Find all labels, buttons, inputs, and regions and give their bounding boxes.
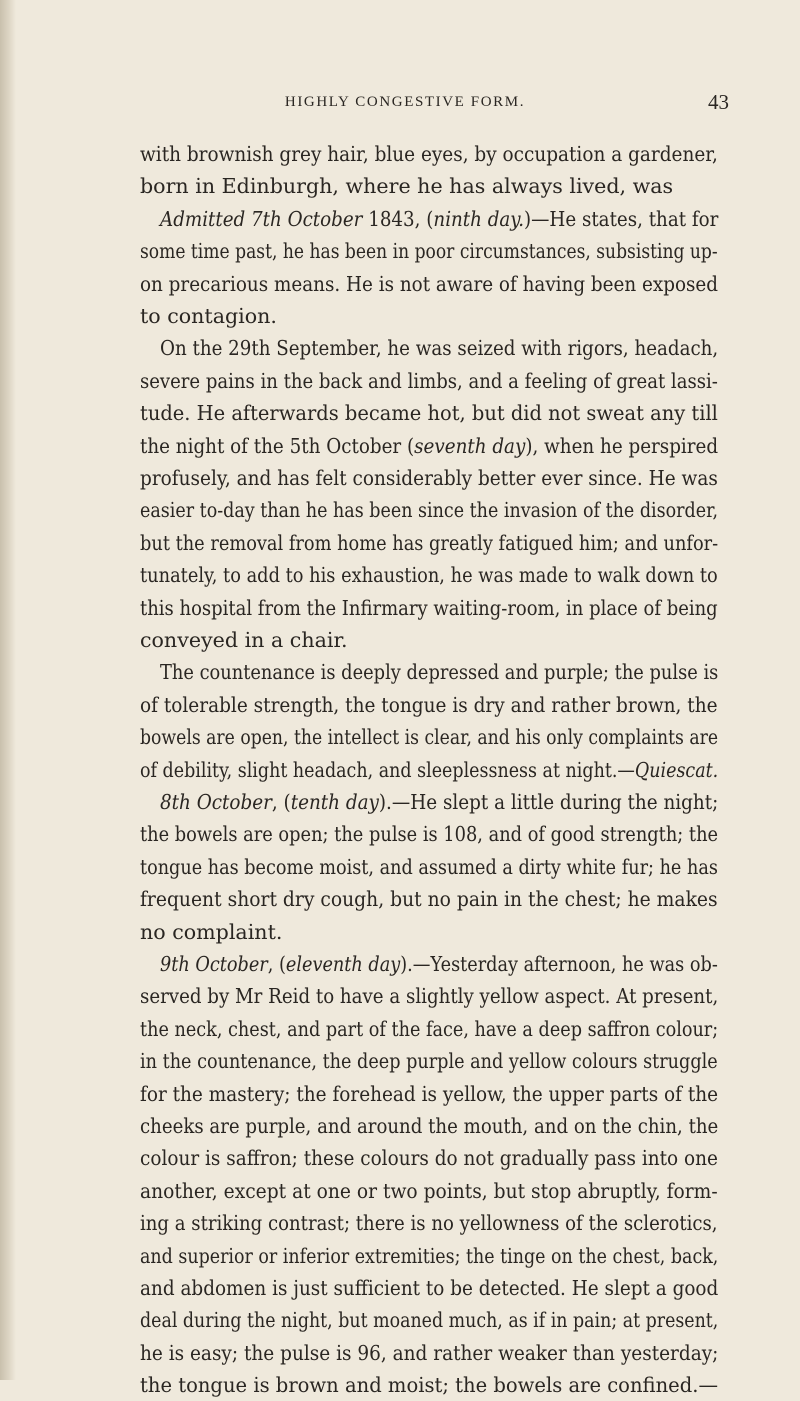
text-line bbox=[140, 559, 718, 591]
line-text: served by Mr Reid to have a slightly yellow aspect. At present, bbox=[140, 984, 719, 1009]
text-line bbox=[140, 1337, 719, 1369]
text-line bbox=[140, 689, 718, 721]
text-line bbox=[160, 656, 719, 688]
italic-text: 8th October bbox=[160, 790, 272, 814]
line-text: on precarious means. He is not aware of having been exposed bbox=[140, 271, 719, 296]
text-line bbox=[140, 138, 718, 170]
line-text: , ( bbox=[267, 952, 286, 976]
text-line bbox=[140, 851, 718, 883]
text-line bbox=[140, 818, 719, 850]
text-line bbox=[140, 721, 719, 753]
line-text: he is easy; the pulse is 96, and rather weaker than yesterday; bbox=[140, 1340, 719, 1365]
text-line bbox=[140, 397, 718, 429]
text-line bbox=[140, 980, 719, 1012]
line-text: tongue has become moist, and assumed a dirty white fur; he has bbox=[140, 854, 718, 879]
line-text: profusely, and has felt considerably better ever since. He was bbox=[140, 466, 718, 490]
line-text: with brownish grey hair, blue eyes, by occupation a gardener, bbox=[140, 142, 718, 166]
italic-text: 9th October bbox=[160, 952, 268, 976]
text-line bbox=[160, 203, 719, 235]
line-text: )—He states, that for bbox=[524, 206, 719, 231]
text-line bbox=[140, 300, 718, 332]
line-text: and abdomen is just sufficient to be detected. He slept a good bbox=[140, 1276, 719, 1300]
text-line bbox=[140, 365, 718, 397]
line-text: some time past, he has been in poor circumstances, subsisting up- bbox=[140, 239, 718, 264]
line-text: On the 29th September, he was seized with rigors, headach, bbox=[160, 336, 719, 361]
text-line bbox=[140, 1272, 719, 1304]
line-text: of debility, slight headach, and sleeplessness at night.— bbox=[140, 757, 635, 782]
line-text: the tongue is brown and moist; the bowels are confined.— bbox=[140, 1373, 719, 1398]
line-text: the neck, chest, and part of the face, have a deep saffron colour; bbox=[140, 1016, 719, 1041]
line-text: tunately, to add to his exhaustion, he was made to walk down to bbox=[140, 563, 718, 588]
line-text: ing a striking contrast; there is no yellowness of the sclerotics, bbox=[140, 1211, 718, 1236]
text-line bbox=[140, 1045, 718, 1077]
line-text: colour is saffron; these colours do not gradually pass into one bbox=[140, 1146, 718, 1171]
italic-text: Quiescat. bbox=[634, 757, 719, 782]
text-line bbox=[140, 1078, 719, 1110]
text-line bbox=[140, 754, 719, 786]
text-line bbox=[140, 916, 718, 948]
text-line bbox=[140, 462, 718, 494]
text-line bbox=[140, 527, 719, 559]
line-text: to contagion. bbox=[140, 304, 277, 328]
line-text: frequent short dry cough, but no pain in the chest; he makes bbox=[140, 887, 718, 912]
text-line bbox=[140, 1110, 719, 1142]
line-text: for the mastery; the forehead is yellow, the upper parts of the bbox=[140, 1081, 719, 1106]
line-text: the bowels are open; the pulse is 108, and of good strength; the bbox=[140, 822, 719, 847]
line-text: ), when he perspired bbox=[525, 433, 719, 458]
text-line bbox=[140, 624, 718, 656]
line-text: no complaint. bbox=[140, 919, 283, 944]
text-line bbox=[140, 494, 719, 526]
text-line bbox=[140, 1013, 719, 1045]
text-line bbox=[140, 170, 718, 202]
line-text: another, except at one or two points, but stop abruptly, form- bbox=[140, 1178, 718, 1203]
text-line bbox=[140, 883, 718, 915]
text-line bbox=[140, 1175, 718, 1207]
text-line bbox=[160, 332, 719, 364]
italic-text: tenth day bbox=[290, 790, 379, 814]
line-text: of tolerable strength, the tongue is dry and rather brown, the bbox=[140, 692, 718, 717]
line-text: ).—He slept a little during the night; bbox=[378, 790, 719, 814]
line-text: born in Edinburgh, where he has always lived, was bbox=[140, 174, 674, 199]
line-text: deal during the night, but moaned much, as if in pain; at present, bbox=[140, 1308, 719, 1333]
line-text: this hospital from the Infirmary waiting-room, in place of being bbox=[140, 595, 718, 620]
line-text: the night of the 5th October ( bbox=[140, 433, 415, 458]
running-title: HIGHLY CONGESTIVE FORM. bbox=[284, 94, 526, 110]
line-text: and superior or inferior extremities; the tinge on the chest, back, bbox=[140, 1243, 719, 1268]
line-text: 1843, ( bbox=[362, 206, 434, 231]
line-text: easier to-day than he has been since the invasion of the disorder, bbox=[140, 498, 719, 523]
line-text: , ( bbox=[271, 790, 291, 814]
line-text: The countenance is deeply depressed and purple; the pulse is bbox=[160, 660, 719, 685]
text-line bbox=[140, 1207, 718, 1239]
italic-text: ninth day. bbox=[433, 206, 525, 231]
text-line bbox=[140, 1369, 719, 1401]
line-text: but the removal from home has greatly fatigued him; and unfor- bbox=[140, 530, 719, 555]
page-number: 43 bbox=[708, 90, 729, 114]
line-text: tude. He afterwards became hot, but did not sweat any till bbox=[140, 401, 718, 426]
text-line bbox=[160, 786, 719, 818]
line-text: ).—Yesterday afternoon, he was ob- bbox=[400, 952, 718, 976]
italic-text: eleventh day bbox=[285, 952, 401, 976]
text-line bbox=[160, 948, 718, 980]
text-line bbox=[140, 268, 719, 300]
line-text: bowels are open, the intellect is clear, and his only complaints are bbox=[140, 725, 719, 750]
text-line bbox=[140, 430, 719, 462]
line-text: in the countenance, the deep purple and yellow colours struggle bbox=[140, 1049, 718, 1074]
text-line bbox=[140, 235, 718, 267]
line-text: severe pains in the back and limbs, and a feeling of great lassi- bbox=[140, 368, 718, 393]
text-line bbox=[140, 1240, 719, 1272]
line-text: cheeks are purple, and around the mouth, and on the chin, the bbox=[140, 1114, 719, 1138]
italic-text: seventh day bbox=[414, 433, 526, 458]
line-text: conveyed in a chair. bbox=[140, 628, 348, 652]
text-line bbox=[140, 1304, 719, 1336]
running-head bbox=[0, 90, 800, 114]
text-line bbox=[140, 592, 718, 624]
italic-text: Admitted 7th October bbox=[160, 206, 363, 231]
text-line bbox=[140, 1142, 718, 1174]
